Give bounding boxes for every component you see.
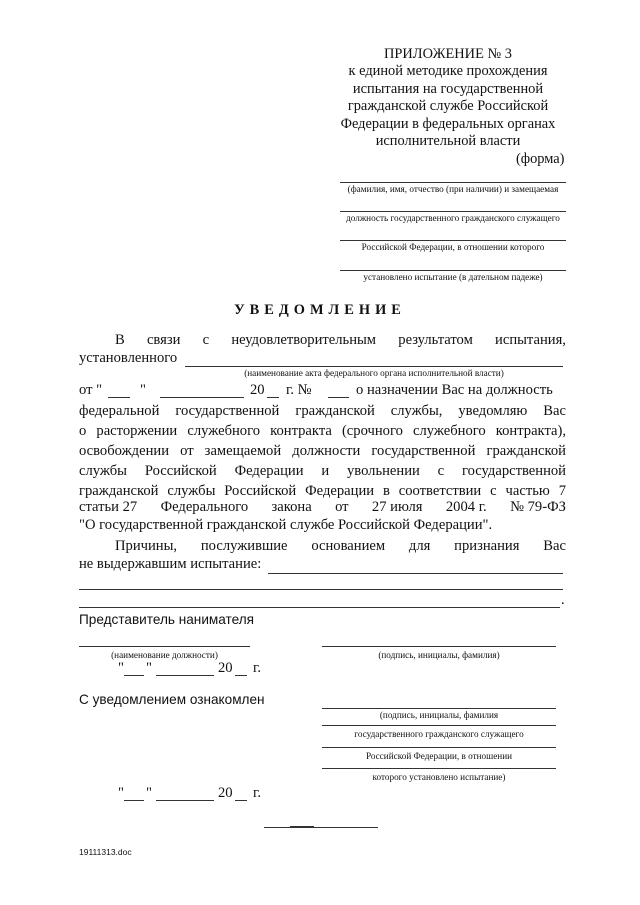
acknowledged-caption-3: Российской Федерации, в отношении [365, 751, 513, 761]
addressee-caption-4: установлено испытание (в дательном падеже) [363, 272, 543, 282]
addressee-line-2[interactable] [340, 211, 566, 212]
acknowledged-line-3[interactable] [322, 747, 556, 748]
body-line-9: статьи 27 Федерального закона от 27 июля 2004 г. № 79-ФЗ [79, 499, 566, 515]
representative-position-field[interactable] [79, 646, 250, 647]
act-day-field[interactable] [108, 397, 130, 398]
body-line-5: о расторжении служебного контракта (срочного служебного контракта), [79, 423, 566, 439]
acknowledged-heading: С уведомлением ознакомлен [79, 692, 265, 707]
body-line-11: Причины, послужившие основанием для признания Вас [115, 538, 566, 554]
closing-separator [264, 827, 378, 828]
body-line-7: службы Российской Федерации и увольнении с государственной [79, 463, 566, 479]
body-line-8: гражданской службы Российской Федерации в соответствии с частью 7 [79, 483, 566, 499]
document-title: УВЕДОМЛЕНИЕ [234, 302, 406, 318]
act-number-field[interactable] [328, 397, 349, 398]
addressee-caption-1: (фамилия, имя, отчество (при наличии) и замещаемая [347, 184, 559, 194]
representative-year-field[interactable] [235, 675, 247, 676]
act-name-field[interactable] [185, 366, 563, 367]
body-line-3-ot: от " [79, 382, 103, 398]
addressee-caption-2: должность государственного гражданского служащего [346, 213, 560, 223]
closing-separator-thick [290, 826, 314, 828]
body-line-3-g: г. № [286, 382, 312, 398]
addressee-line-1[interactable] [340, 182, 566, 183]
acknowledged-line-2[interactable] [322, 725, 556, 726]
addressee-line-3[interactable] [340, 240, 566, 241]
acknowledged-caption-1: (подпись, инициалы, фамилия [379, 710, 499, 720]
document-id: 19111313.doc [79, 847, 132, 857]
act-name-caption: (наименование акта федерального органа исполнительной власти) [244, 368, 504, 378]
representative-position-caption: (наименование должности) [111, 650, 218, 660]
addressee-caption-3: Российской Федерации, в отношении которого [361, 242, 545, 252]
body-line-3-quote: " [140, 382, 146, 398]
form-label: (форма) [516, 151, 565, 167]
reasons-field-1[interactable] [268, 573, 563, 574]
reasons-field-3[interactable] [79, 607, 560, 608]
acknowledged-caption-2: государственного гражданского служащего [354, 729, 524, 739]
reasons-field-2[interactable] [79, 589, 563, 590]
appendix-line-2: к единой методике прохождения [348, 63, 548, 80]
appendix-header [328, 46, 568, 150]
representative-heading: Представитель нанимателя [79, 612, 254, 627]
body-line-3-rest: о назначении Вас на должность [356, 382, 553, 398]
act-year-field[interactable] [267, 397, 279, 398]
representative-signature-caption: (подпись, инициалы, фамилия) [378, 650, 500, 660]
appendix-line-6: исполнительной власти [375, 133, 521, 150]
act-month-field[interactable] [160, 397, 244, 398]
appendix-number: ПРИЛОЖЕНИЕ № 3 [384, 46, 512, 62]
body-line-4: федеральной государственной гражданской службы, уведомляю Вас [79, 403, 566, 419]
acknowledged-year-field[interactable] [235, 800, 247, 801]
body-line-3-year: 20 [250, 382, 265, 398]
reasons-period: . [561, 592, 565, 608]
body-line-2-lead: установленного [79, 350, 178, 366]
representative-day-field[interactable] [124, 675, 144, 676]
acknowledged-caption-4: которого установлено испытание) [372, 772, 506, 782]
representative-month-field[interactable] [156, 675, 214, 676]
acknowledged-date: " " 20 г. [118, 785, 261, 801]
appendix-line-4: гражданской службе Российской [347, 98, 549, 115]
appendix-line-3: испытания на государственной [352, 80, 544, 97]
acknowledged-month-field[interactable] [156, 800, 214, 801]
representative-date: " " 20 г. [118, 660, 261, 676]
addressee-line-4[interactable] [340, 270, 566, 271]
body-line-6: освобождении от замещаемой должности государственной гражданской [79, 443, 566, 459]
body-line-12: не выдержавшим испытание: [79, 556, 262, 572]
body-line-10: "О государственной гражданской службе Российской Федерации". [79, 517, 493, 533]
acknowledged-line-4[interactable] [322, 768, 556, 769]
representative-signature-field[interactable] [322, 646, 556, 647]
body-line-1: В связи с неудовлетворительным результатом испытания, [115, 332, 566, 348]
acknowledged-day-field[interactable] [124, 800, 144, 801]
appendix-line-5: Федерации в федеральных органах [340, 115, 556, 132]
acknowledged-line-1[interactable] [322, 708, 556, 709]
